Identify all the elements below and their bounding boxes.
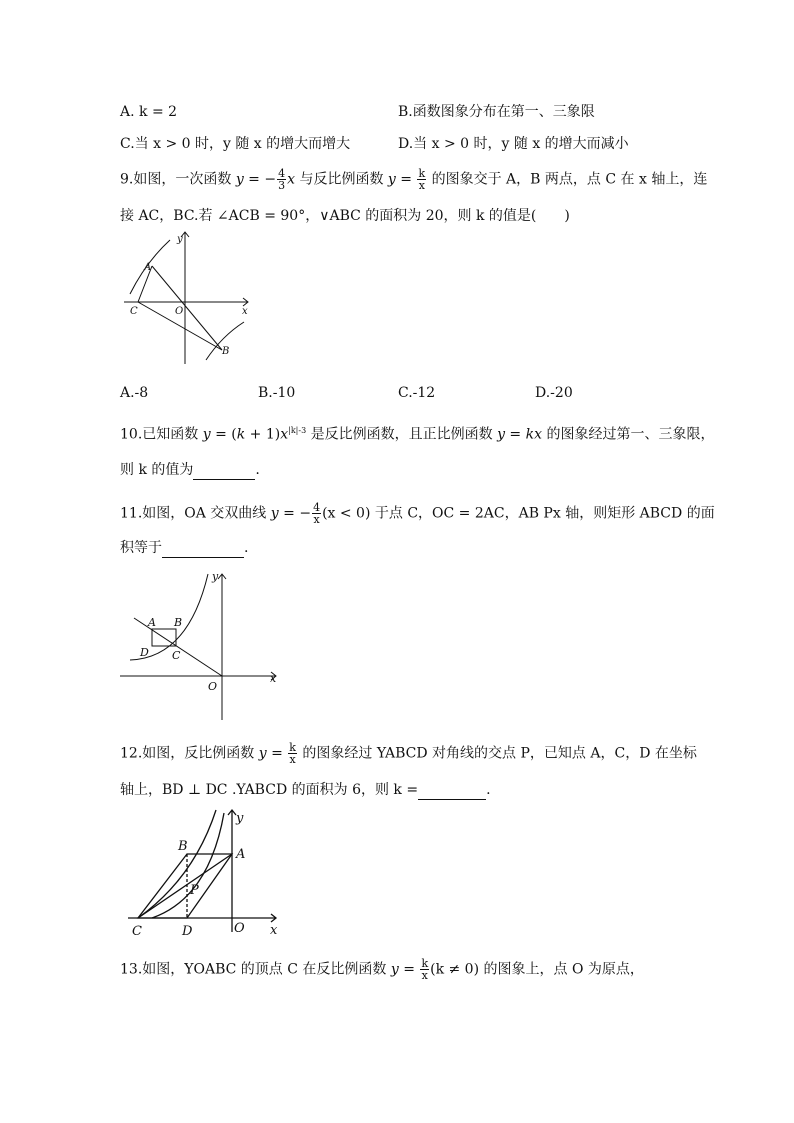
q9-stem-line2: 接 AC，BC.若 ∠ACB = 90°，∨ABC 的面积为 20，则 k 的值是( ) <box>120 208 570 224</box>
q9-fraction-1: $\frac{4}{3}$ <box>278 167 286 192</box>
q11-figure <box>118 566 283 724</box>
q12-figure <box>124 808 284 940</box>
q9-option-b: B.-10 <box>258 385 296 401</box>
q9-line-ab <box>152 266 222 350</box>
q11-label-c: C <box>172 649 181 662</box>
q10-line2: 则 k 的值为 <box>120 462 194 478</box>
q11-stem-line1: 11.如图，OA 交双曲线 y = − $\frac{4}{x}$ (x < 0) 于点 C，OC = 2AC，AB Px 轴，则矩形 ABCD 的面 <box>120 501 715 526</box>
q10-mid: 是反比例函数，且正比例函数 <box>310 426 493 443</box>
q8-option-a: A. k = 2 <box>120 104 178 120</box>
q10-exponent: |k|-3 <box>288 426 307 435</box>
q9-fraction-2: $\frac{k}{x}$ <box>418 167 426 192</box>
q11-label-d: D <box>140 646 149 659</box>
q10-answer-blank[interactable] <box>193 465 255 480</box>
q13-stem-line1: 13.如图，YOABC 的顶点 C 在反比例函数 y = $\frac{k}{x}$ (k ≠ 0) 的图象上，点 O 为原点， <box>120 957 644 982</box>
q9-label-y: y <box>177 234 183 245</box>
q13-prefix: 13.如图，YOABC 的顶点 C 在反比例函数 <box>120 961 387 978</box>
q9-label-o: O <box>175 306 184 317</box>
q10-tail: 的图象经过第一、三象限， <box>546 426 715 443</box>
q12-stem-line1: 12.如图，反比例函数 y = $\frac{k}{x}$ 的图象经过 YABCD 对角线的交点 P，已知点 A，C，D 在坐标 <box>120 741 697 766</box>
q9-option-c: C.-12 <box>398 385 436 401</box>
q13-fraction: $\frac{k}{x}$ <box>421 957 429 982</box>
q11-stem-line2: 积等于 . <box>120 540 249 556</box>
q9-tail: 的图象交于 A，B 两点，点 C 在 x 轴上，连 <box>431 171 708 188</box>
q9-label-x: x <box>242 306 248 317</box>
q12-label-p: P <box>190 883 199 898</box>
q12-answer-blank[interactable] <box>418 785 486 800</box>
q9-label-c: C <box>130 306 138 317</box>
q8-option-d: D.当 x > 0 时，y 随 x 的增大而减小 <box>398 136 629 152</box>
q12-label-o: O <box>234 921 245 936</box>
q10-prefix: 10.已知函数 <box>120 426 199 443</box>
q10-stem-line2: 则 k 的值为 . <box>120 462 260 478</box>
q11-label-o: O <box>208 680 218 693</box>
q9-label-b: B <box>222 346 230 357</box>
q9-option-a: A.-8 <box>120 385 149 401</box>
q9-label-a: A <box>144 262 152 273</box>
q11-label-b: B <box>174 616 183 629</box>
q12-fraction: $\frac{k}{x}$ <box>289 741 296 766</box>
q9-prefix: 9.如图，一次函数 <box>120 171 232 188</box>
q11-mid: (x < 0) 于点 C，OC = 2AC，AB Px 轴，则矩形 ABCD 的面 <box>322 505 715 522</box>
q12-label-b: B <box>178 839 188 854</box>
q9-option-d: D.-20 <box>535 385 573 401</box>
q11-answer-blank[interactable] <box>162 543 244 558</box>
q12-stem-line2: 轴上，BD ⊥ DC .YABCD 的面积为 6，则 k = . <box>120 782 491 798</box>
q11-label-y: y <box>212 570 219 583</box>
q12-label-y: y <box>236 811 244 826</box>
q9-mid: 与反比例函数 <box>299 171 384 188</box>
q12-label-d: D <box>182 924 193 939</box>
q12-label-x: x <box>270 923 278 938</box>
q11-label-x: x <box>270 672 277 685</box>
q9-stem-line1: 9.如图，一次函数 y = − $\frac{4}{3}$ x 与反比例函数 y = $\frac{k}{x}$ 的图象交于 A，B 两点，点 C 在 x 轴上，连 <box>120 167 708 192</box>
q12-mid: 的图象经过 YABCD 对角线的交点 P，已知点 A，C，D 在坐标 <box>302 745 697 762</box>
q12-label-a: A <box>236 847 246 862</box>
q11-prefix: 11.如图，OA 交双曲线 <box>120 505 267 522</box>
q8-option-c: C.当 x > 0 时，y 随 x 的增大而增大 <box>120 136 351 152</box>
q13-mid: (k ≠ 0) 的图象上，点 O 为原点， <box>430 961 644 978</box>
q12-prefix: 12.如图，反比例函数 <box>120 745 255 762</box>
q11-fraction: $\frac{4}{x}$ <box>313 501 321 526</box>
q11-label-a: A <box>148 616 156 629</box>
q8-option-b: B.函数图象分布在第一、三象限 <box>398 104 595 120</box>
q12-diagonal-ac <box>138 854 232 918</box>
q9-figure <box>118 232 258 372</box>
q10-stem-line1: 10.已知函数 $y = (k + 1)x^{|k|-3}$ 是反比例函数，且正比例函数 y = kx 的图象经过第一、三象限， <box>120 426 715 443</box>
q12-label-c: C <box>132 924 142 939</box>
